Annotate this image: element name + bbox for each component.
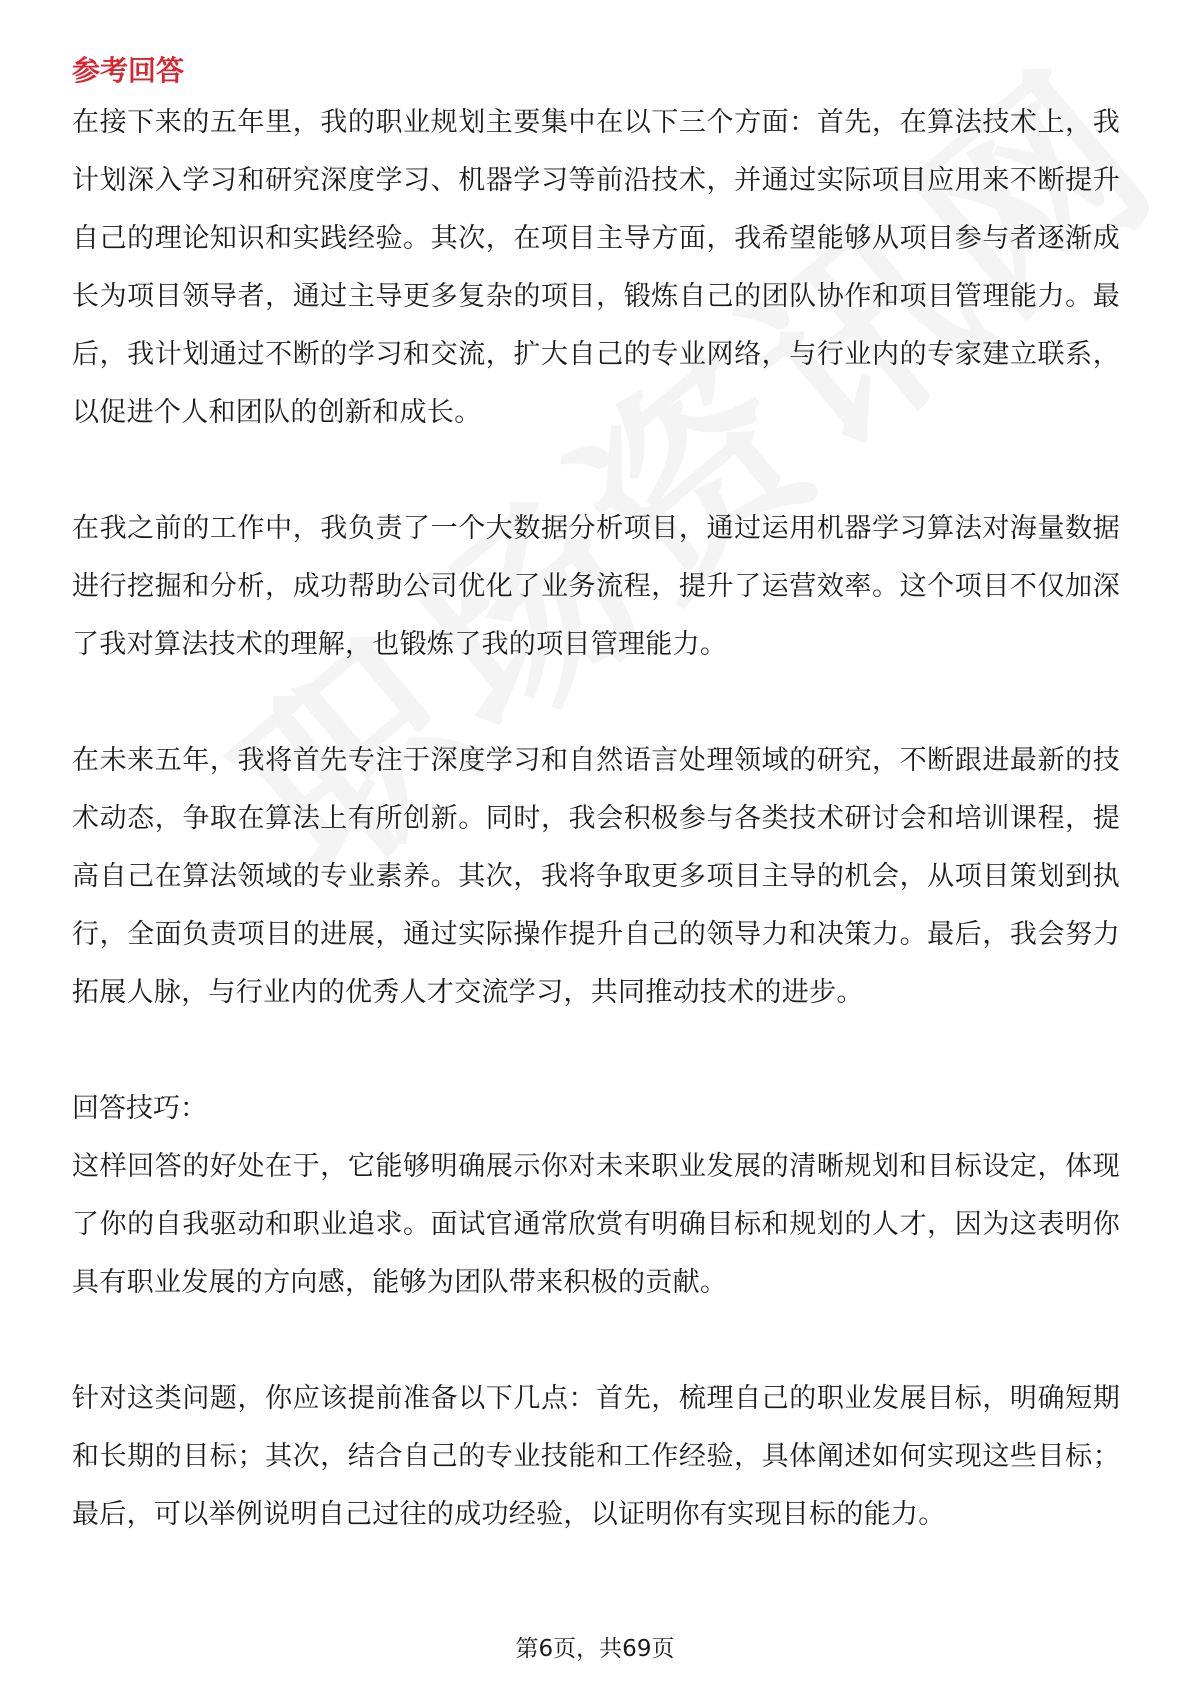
paragraph-gap (72, 1022, 1120, 1080)
tips-label: 回答技巧： (72, 1093, 207, 1124)
page-content (72, 48, 1120, 1544)
paragraph-gap (72, 674, 1120, 732)
paragraph-gap (72, 442, 1120, 500)
tips-paragraph-1: 这样回答的好处在于，它能够明确展示你对未来职业发展的清晰规划和目标设定，体现了你的自我驱动和职业追求。面试官通常欣赏有明确目标和规划的人才，因为这表明你具有职业发展的方向感，能够为团队带来积极的贡献。 (72, 1151, 1120, 1298)
paragraph-gap (72, 1312, 1120, 1370)
page-number: 第6页，共69页 (515, 1636, 675, 1662)
answer-paragraph-2: 在我之前的工作中，我负责了一个大数据分析项目，通过运用机器学习算法对海量数据进行挖掘和分析，成功帮助公司优化了业务流程，提升了运营效率。这个项目不仅加深了我对算法技术的理解，也锻炼了我的项目管理能力。 (72, 513, 1120, 660)
section-heading: 参考回答 (72, 54, 185, 87)
tips-paragraph-2: 针对这类问题，你应该提前准备以下几点：首先，梳理自己的职业发展目标，明确短期和长期的目标；其次，结合自己的专业技能和工作经验，具体阐述如何实现这些目标；最后，可以举例说明自己过往的成功经验，以证明你有实现目标的能力。 (72, 1383, 1120, 1530)
answer-paragraph-1: 在接下来的五年里，我的职业规划主要集中在以下三个方面：首先，在算法技术上，我计划深入学习和研究深度学习、机器学习等前沿技术，并通过实际项目应用来不断提升自己的理论知识和实践经验。其次，在项目主导方面，我希望能够从项目参与者逐渐成长为项目领导者，通过主导更多复杂的项目，锻炼自己的团队协作和项目管理能力。最后，我计划通过不断的学习和交流，扩大自己的专业网络，与行业内的专家建立联系，以促进个人和团队的创新和成长。 (72, 107, 1120, 428)
answer-paragraph-3: 在未来五年，我将首先专注于深度学习和自然语言处理领域的研究，不断跟进最新的技术动态，争取在算法上有所创新。同时，我会积极参与各类技术研讨会和培训课程，提高自己在算法领域的专业素养。其次，我将争取更多项目主导的机会，从项目策划到执行，全面负责项目的进展，通过实际操作提升自己的领导力和决策力。最后，我会努力拓展人脉，与行业内的优秀人才交流学习，共同推动技术的进步。 (72, 745, 1120, 1008)
